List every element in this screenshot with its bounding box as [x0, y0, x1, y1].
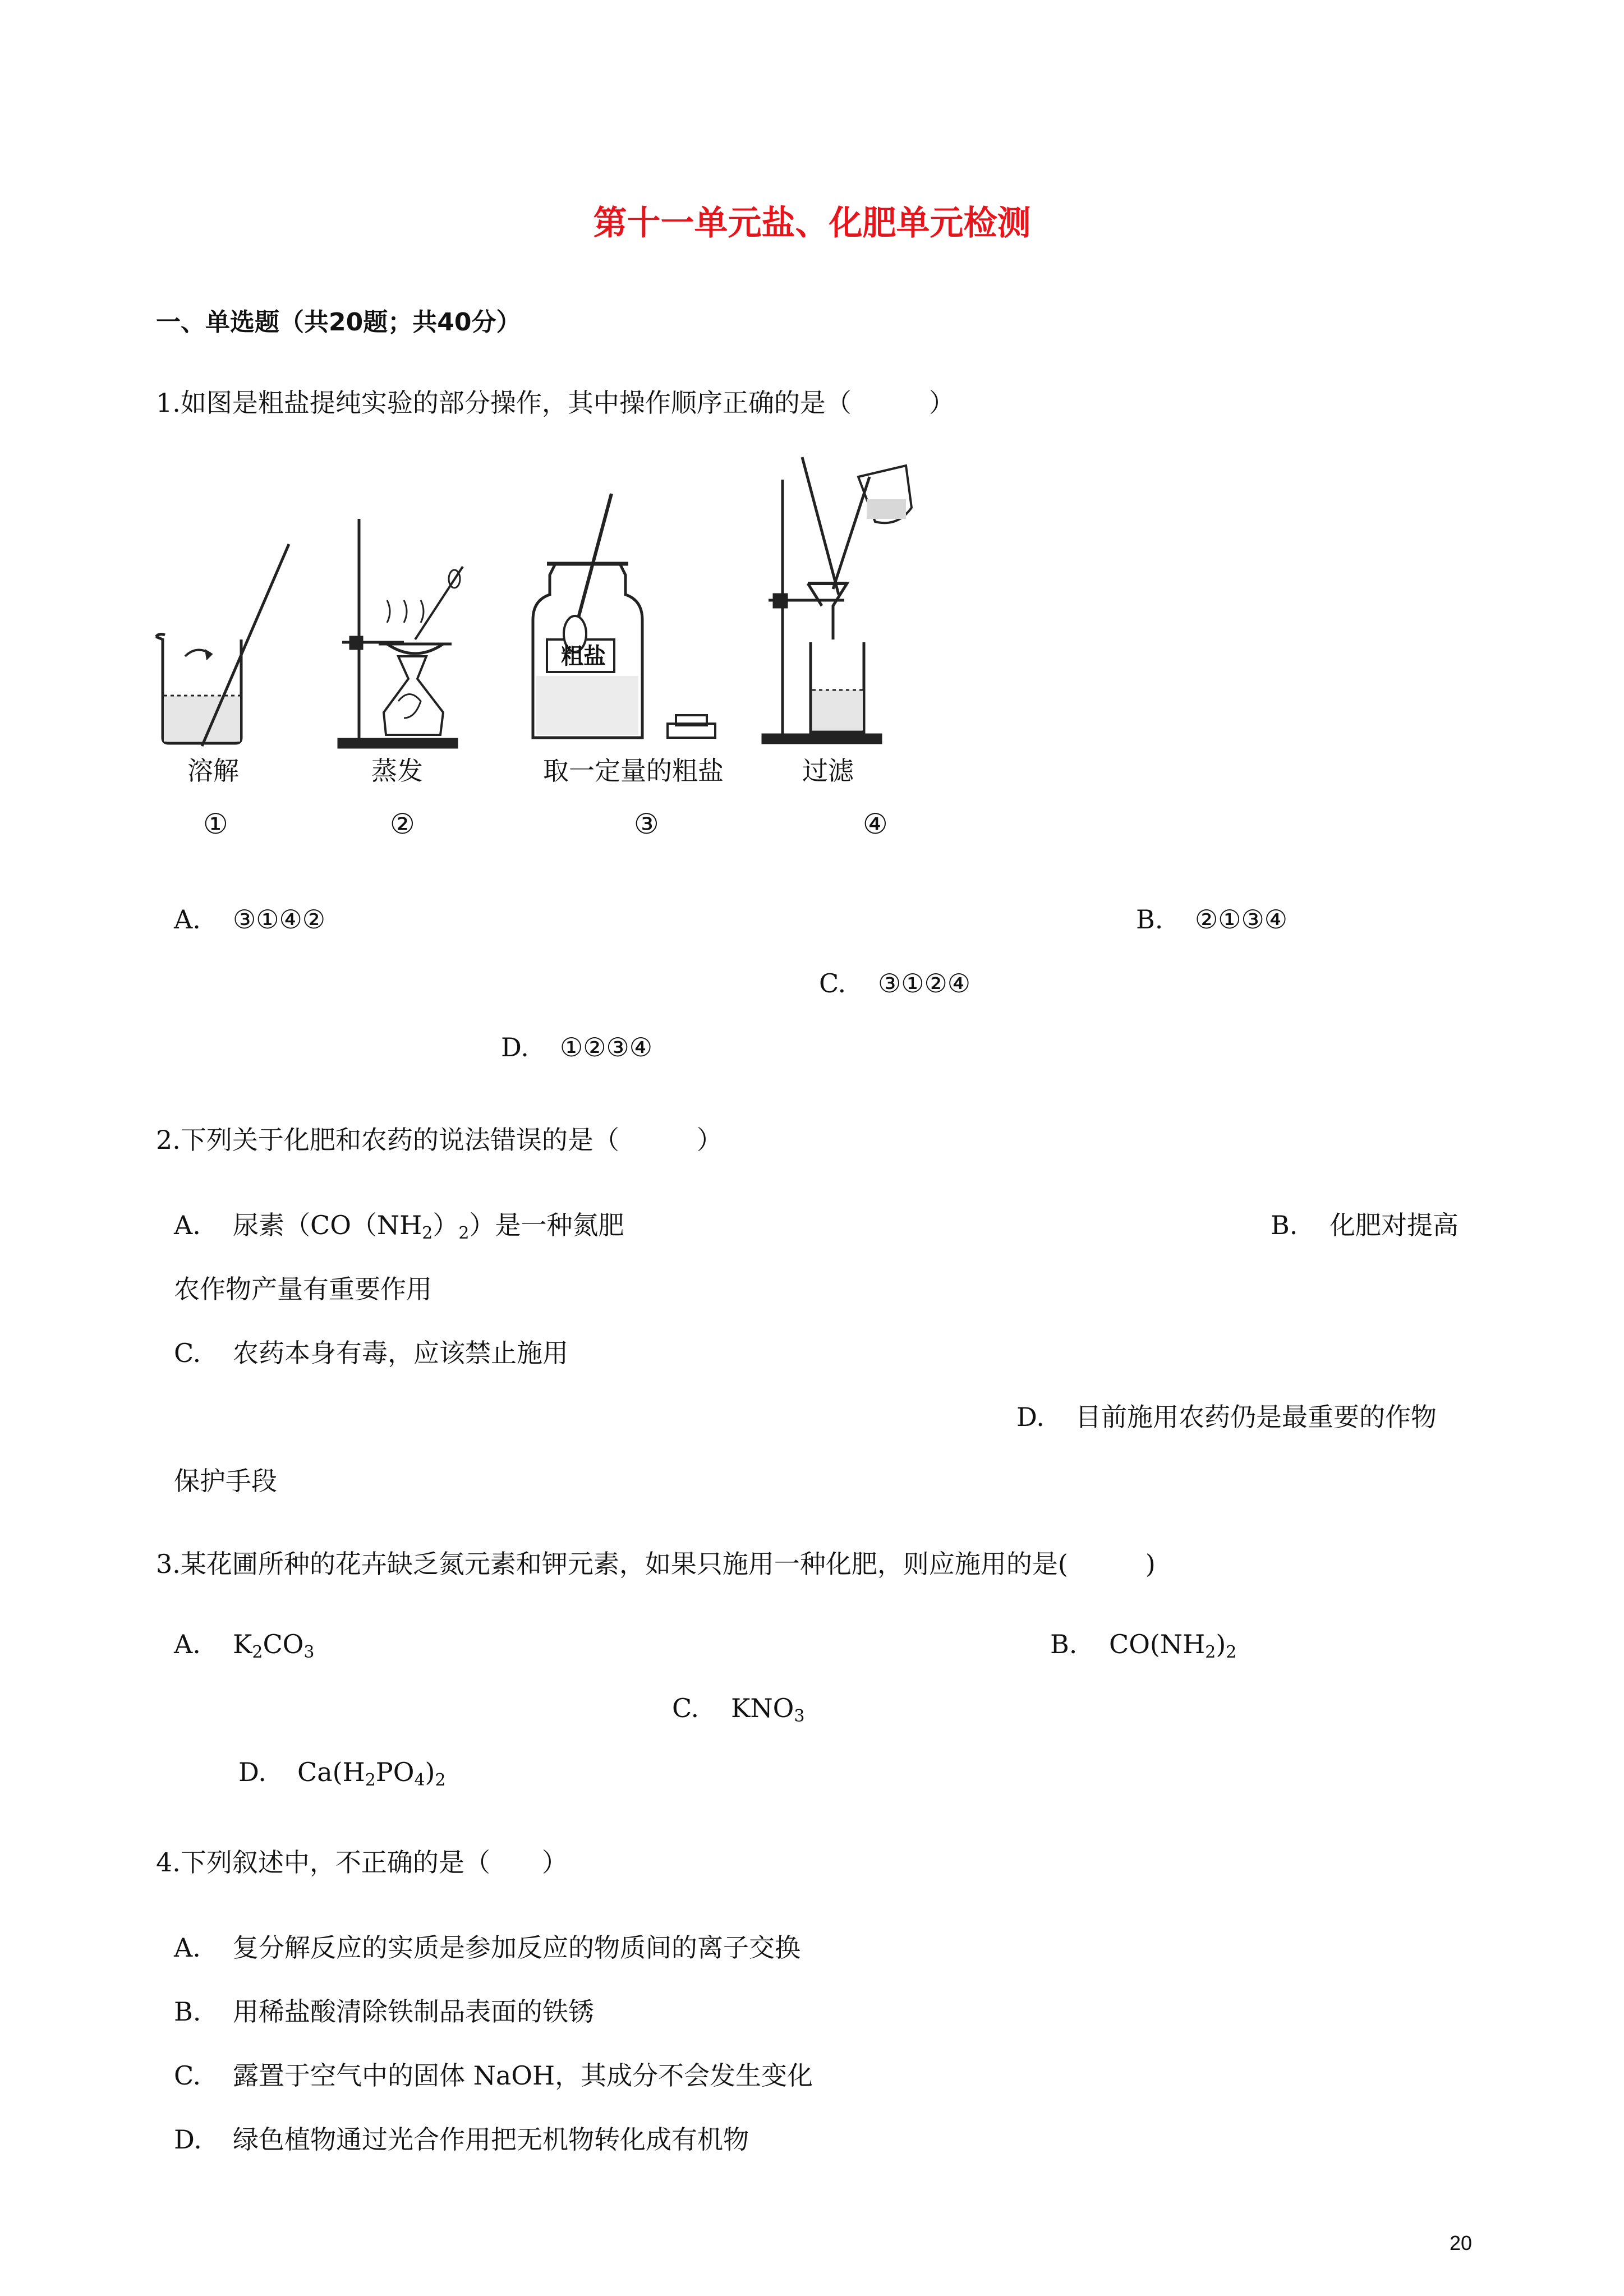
question-4-stem: 4.下列叙述中，不正确的是（ ）: [156, 1847, 568, 1878]
q2-option-b-continued: 农作物产量有重要作用: [174, 1274, 432, 1304]
evaporation-setup-icon: [339, 519, 463, 747]
q4-option-d[interactable]: D. 绿色植物通过光合作用把无机物转化成有机物: [174, 2124, 749, 2155]
question-3-stem: 3.某花圃所种的花卉缺乏氮元素和钾元素，如果只施用一种化肥，则应施用的是( ): [156, 1549, 1156, 1579]
q3-option-b[interactable]: B. $CO(NH_2)_2$: [1050, 1629, 1237, 1662]
coarse-salt-jar-icon: [533, 494, 715, 738]
figure-label-3: 取一定量的粗盐: [543, 756, 724, 786]
q4-option-b[interactable]: B. 用稀盐酸清除铁制品表面的铁锈: [174, 1996, 594, 2027]
filtration-setup-icon: [763, 457, 912, 743]
q3-option-d[interactable]: D. $Ca(H_2PO_4)_2$: [238, 1757, 446, 1790]
q3-option-a[interactable]: A. $K_2CO_3$: [174, 1629, 315, 1662]
q2-option-a[interactable]: A. 尿素$(CO(NH_2)_2)$是一种氮肥: [174, 1210, 624, 1243]
jar-label: 粗盐: [561, 643, 606, 669]
figure-number-2: ②: [390, 808, 415, 840]
figure-number-3: ③: [634, 808, 659, 840]
q2-option-d[interactable]: D. 目前施用农药仍是最重要的作物: [1016, 1402, 1437, 1432]
figure-label-2: 蒸发: [371, 756, 423, 786]
dissolve-beaker-icon: [156, 544, 289, 746]
q4-option-a[interactable]: A. 复分解反应的实质是参加反应的物质间的离子交换: [174, 1932, 801, 1963]
question-2-stem: 2.下列关于化肥和农药的说法错误的是（ ）: [156, 1125, 723, 1155]
question-1-stem: 1.如图是粗盐提纯实验的部分操作，其中操作顺序正确的是（ ）: [156, 388, 955, 418]
section-heading: 一、单选题（共20题；共40分）: [156, 308, 521, 337]
q1-option-b[interactable]: B. ②①③④: [1136, 904, 1287, 935]
q3-option-c[interactable]: C. $KNO_3$: [672, 1693, 805, 1726]
q2-option-b[interactable]: B. 化肥对提高: [1271, 1210, 1459, 1240]
figure-number-1: ①: [203, 808, 228, 840]
figure-label-4: 过滤: [802, 756, 854, 786]
page-title: 第十一单元盐、化肥单元检测: [593, 204, 1031, 243]
q1-figure: [151, 454, 1027, 858]
q2-option-d-continued: 保护手段: [174, 1466, 277, 1496]
q1-option-d[interactable]: D. ①②③④: [501, 1032, 652, 1062]
q1-option-c[interactable]: C. ③①②④: [819, 968, 970, 999]
figure-label-1: 溶解: [187, 756, 239, 786]
q1-apparatus-illustration: [151, 454, 1027, 858]
page-number: 20: [1450, 2231, 1473, 2254]
q2-option-c[interactable]: C. 农药本身有毒，应该禁止施用: [174, 1338, 568, 1368]
q1-option-a[interactable]: A. ③①④②: [174, 904, 325, 935]
q4-option-c[interactable]: C. 露置于空气中的固体 NaOH，其成分不会发生变化: [174, 2060, 813, 2091]
figure-number-4: ④: [863, 808, 888, 840]
